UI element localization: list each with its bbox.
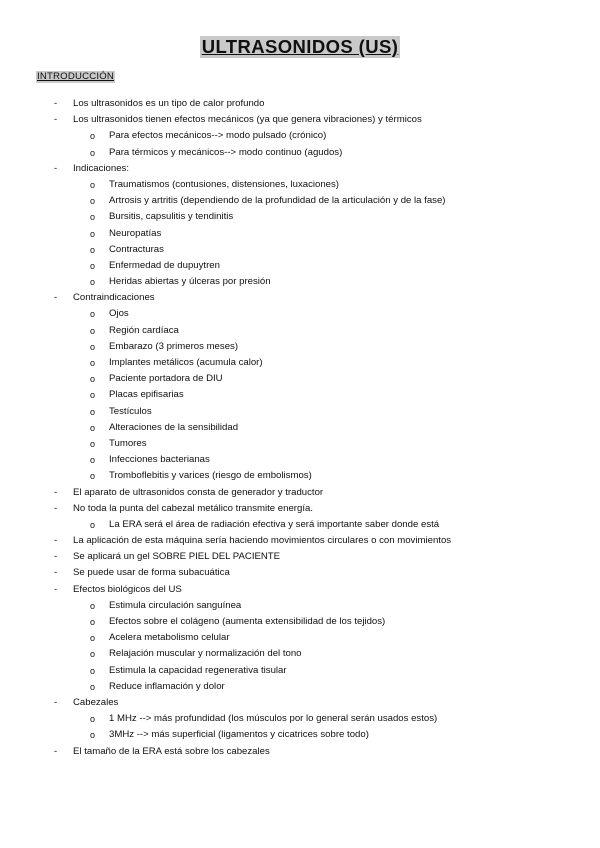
sub-list-item (0, 355, 600, 371)
circle-bullet: o (90, 374, 96, 385)
circle-bullet: o (90, 260, 96, 271)
list-item-text: Tromboflebitis y varices (riesgo de embolismos) (109, 470, 312, 482)
sub-list-item (0, 128, 600, 144)
list-item-text: La aplicación de esta máquina sería haciendo movimientos circulares o con movimientos (73, 535, 452, 547)
circle-bullet: o (90, 649, 96, 660)
list-item-text: Alteraciones de la sensibilidad (109, 421, 239, 433)
sub-list-item (0, 598, 600, 614)
document-title: ULTRASONIDOS (US) (201, 36, 399, 57)
list-item-text: Contraindicaciones (73, 292, 155, 304)
list-item-text: Bursitis, capsulitis y tendinitis (109, 211, 234, 223)
list-item-text: 3MHz --> más superficial (ligamentos y cicatrices sobre todo) (109, 729, 369, 741)
list-item (0, 485, 600, 501)
list-item (0, 565, 600, 581)
dash-bullet: - (54, 292, 58, 304)
list-item (0, 582, 600, 598)
circle-bullet: o (90, 390, 96, 401)
title-container (0, 36, 600, 58)
list-item-text: Ojos (109, 308, 129, 320)
list-item (0, 744, 600, 760)
list-item-text: Heridas abiertas y úlceras por presión (109, 276, 271, 288)
list-item-text: Se puede usar de forma subacuática (73, 567, 230, 579)
sub-list-item (0, 679, 600, 695)
dash-bullet: - (54, 162, 58, 174)
sub-list-item (0, 306, 600, 322)
list-item-text: El tamaño de la ERA está sobre los cabezales (73, 745, 270, 757)
sub-list-item (0, 323, 600, 339)
list-item-text: Cabezales (73, 696, 119, 708)
list-item-text: Indicaciones: (73, 162, 129, 174)
list-item-text: Tumores (109, 437, 147, 449)
list-item-text: No toda la punta del cabezal metálico transmite energía. (73, 502, 313, 514)
sub-list-item (0, 646, 600, 662)
circle-bullet: o (90, 617, 96, 627)
circle-bullet: o (90, 665, 96, 676)
circle-bullet: o (90, 471, 96, 482)
sub-list-item (0, 404, 600, 420)
list-item-text: Reduce inflamación y dolor (109, 680, 225, 692)
circle-bullet: o (90, 358, 96, 368)
circle-bullet: o (90, 600, 96, 611)
sub-list-item (0, 468, 600, 484)
dash-bullet: - (54, 583, 58, 595)
list-item-text: Acelera metabolismo celular (109, 632, 230, 644)
list-item-text: Los ultrasonidos tienen efectos mecánicos (ya que genera vibraciones) y térmicos (73, 114, 422, 126)
sub-list-item (0, 517, 600, 533)
list-item-text: Estimula la capacidad regenerativa tisular (109, 664, 287, 676)
list-item-text: Contracturas (109, 243, 164, 255)
sub-list-item (0, 193, 600, 209)
circle-bullet: o (90, 244, 96, 255)
sub-list-item (0, 226, 600, 242)
bullet-list (0, 96, 600, 760)
list-item-text: Implantes metálicos (acumula calor) (109, 357, 263, 368)
sub-list-item (0, 614, 600, 630)
dash-bullet: - (54, 535, 58, 547)
circle-bullet: o (90, 325, 96, 336)
circle-bullet: o (90, 212, 96, 223)
circle-bullet: o (90, 519, 96, 530)
sub-list-item (0, 371, 600, 387)
section-heading: INTRODUCCIÓN (37, 71, 115, 82)
list-item-text: Para térmicos y mecánicos--> modo continuo (agudos) (109, 146, 343, 158)
circle-bullet: o (90, 228, 96, 239)
circle-bullet: o (90, 179, 96, 190)
circle-bullet: o (90, 147, 96, 158)
circle-bullet: o (90, 196, 96, 207)
list-item (0, 695, 600, 711)
list-item-text: Los ultrasonidos es un tipo de calor profundo (73, 98, 265, 109)
list-item-text: Relajación muscular y normalización del tono (109, 648, 302, 660)
list-item (0, 96, 600, 112)
dash-bullet: - (54, 696, 58, 708)
dash-bullet: - (54, 98, 58, 109)
sub-list-item (0, 387, 600, 403)
list-item-text: La ERA será el área de radiación efectiva y será importante saber donde está (109, 518, 440, 530)
list-item-text: Se aplicará un gel SOBRE PIEL DEL PACIENTE (73, 551, 281, 563)
list-item-text: Efectos biológicos del US (73, 583, 182, 595)
circle-bullet: o (90, 309, 96, 320)
dash-bullet: - (54, 745, 58, 757)
list-item-text: El aparato de ultrasonidos consta de generador y traductor (73, 486, 324, 498)
sub-list-item (0, 209, 600, 225)
sub-list-item (0, 420, 600, 436)
dash-bullet: - (54, 567, 58, 579)
dash-bullet: - (54, 551, 58, 563)
list-item (0, 161, 600, 177)
circle-bullet: o (90, 422, 96, 433)
list-item-text: Efectos sobre el colágeno (aumenta extensibilidad de los tejidos) (109, 616, 386, 627)
sub-list-item (0, 177, 600, 193)
sub-list-item (0, 242, 600, 258)
list-item (0, 290, 600, 306)
dash-bullet: - (54, 486, 58, 498)
circle-bullet: o (90, 633, 96, 644)
list-item-text: Estimula circulación sanguínea (109, 599, 242, 611)
list-item-text: Placas epifisarias (109, 389, 184, 401)
list-item (0, 533, 600, 549)
list-item-text: Embarazo (3 primeros meses) (109, 340, 239, 352)
sub-list-item (0, 663, 600, 679)
circle-bullet: o (90, 406, 96, 417)
list-item-text: Región cardíaca (109, 324, 179, 336)
list-item-text: Testículos (109, 405, 152, 417)
list-item-text: Traumatismos (contusiones, distensiones, luxaciones) (109, 178, 339, 190)
circle-bullet: o (90, 681, 96, 692)
sub-list-item (0, 339, 600, 355)
sub-list-item (0, 145, 600, 161)
circle-bullet: o (90, 455, 96, 466)
circle-bullet: o (90, 730, 96, 741)
list-item (0, 501, 600, 517)
list-item (0, 112, 600, 128)
list-item (0, 549, 600, 565)
sub-list-item (0, 436, 600, 452)
sub-list-item (0, 630, 600, 646)
list-item-text: Para efectos mecánicos--> modo pulsado (crónico) (109, 130, 327, 142)
sub-list-item (0, 727, 600, 743)
sub-list-item (0, 452, 600, 468)
dash-bullet: - (54, 502, 58, 514)
list-item-text: Artrosis y artritis (dependiendo de la profundidad de la articulación y de la fase) (109, 195, 446, 207)
dash-bullet: - (54, 114, 58, 126)
circle-bullet: o (90, 131, 96, 142)
list-item-text: Enfermedad de dupuytren (109, 259, 220, 271)
list-item-text: 1 MHz --> más profundidad (los músculos por lo general serán usados estos) (109, 713, 438, 725)
sub-list-item (0, 711, 600, 727)
circle-bullet: o (90, 341, 96, 352)
circle-bullet: o (90, 714, 96, 725)
circle-bullet: o (90, 277, 96, 288)
circle-bullet: o (90, 438, 96, 449)
sub-list-item (0, 258, 600, 274)
sub-list-item (0, 274, 600, 290)
list-item-text: Infecciones bacterianas (109, 454, 210, 466)
list-item-text: Paciente portadora de DIU (109, 373, 223, 385)
list-item-text: Neuropatías (109, 227, 162, 239)
